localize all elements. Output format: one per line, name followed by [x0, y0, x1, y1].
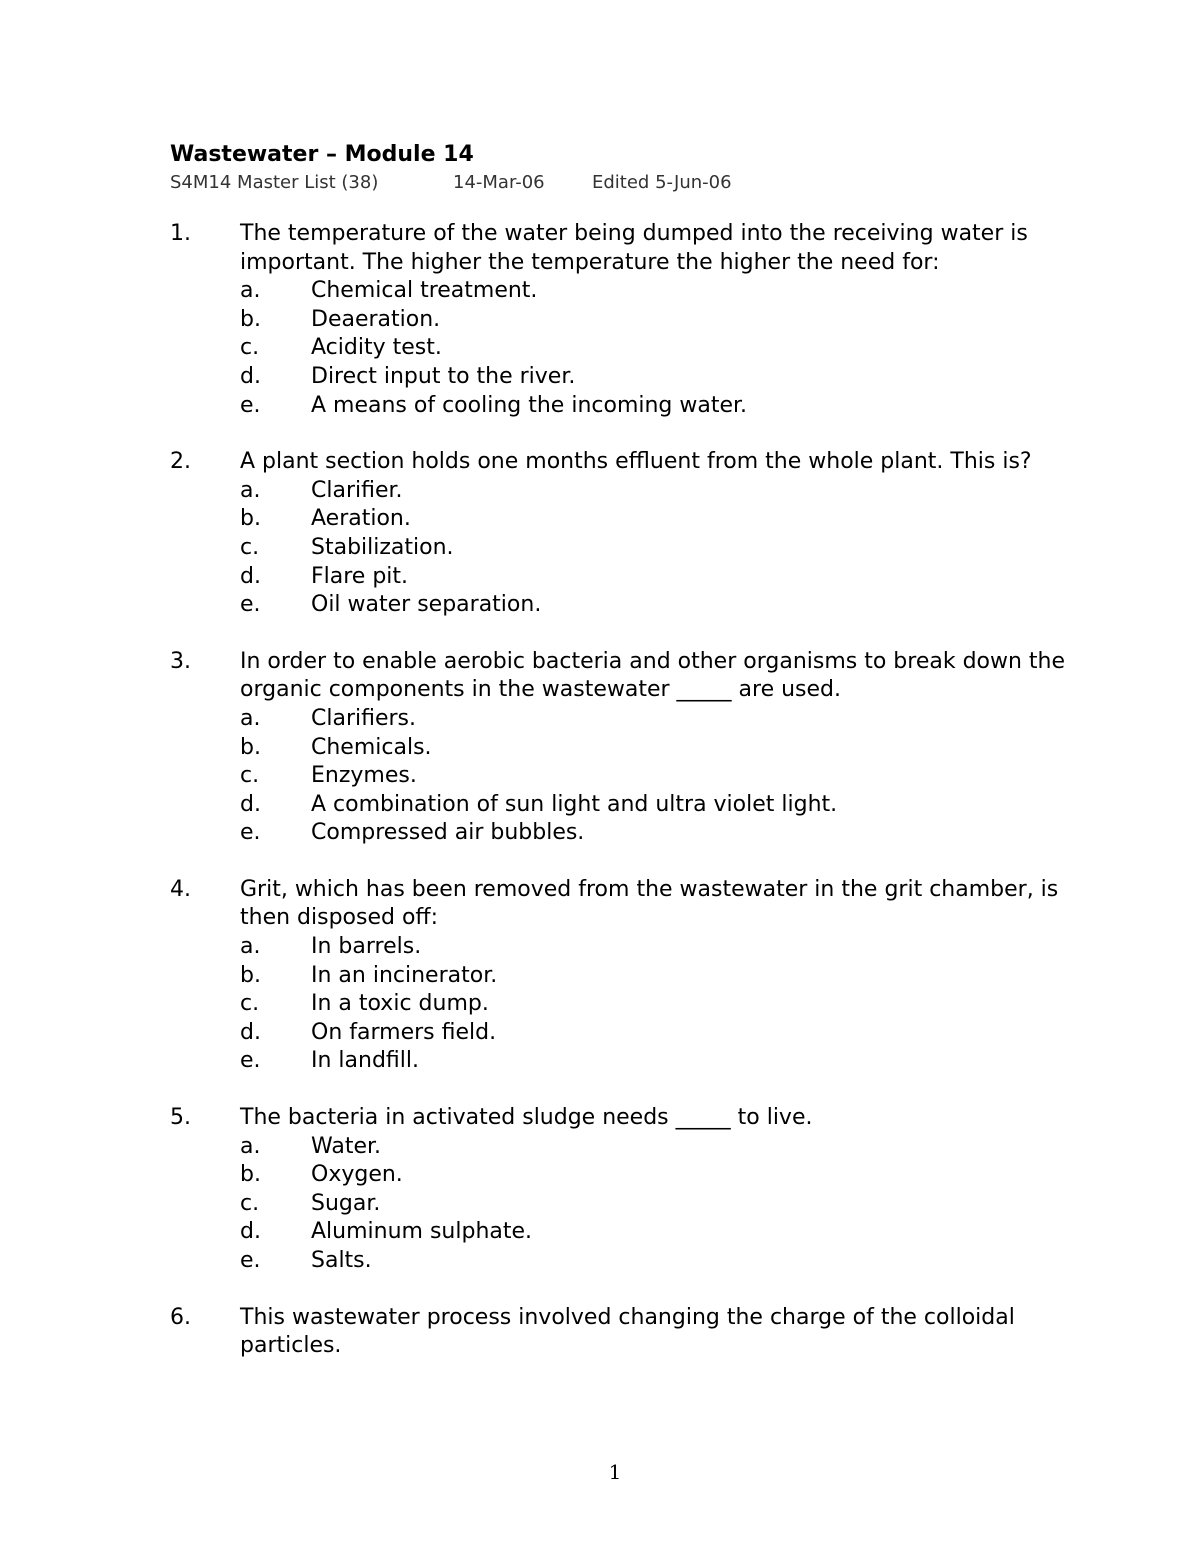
option-text: Oxygen. — [311, 1162, 403, 1188]
answer-option — [240, 1019, 1070, 1048]
option-letter: e. — [240, 592, 261, 618]
option-text: Flare pit. — [311, 563, 409, 589]
option-text: In barrels. — [311, 934, 422, 960]
option-letter: a. — [240, 934, 261, 960]
option-text: Stabilization. — [311, 534, 454, 560]
answer-options — [170, 477, 1070, 620]
answer-option — [240, 1133, 1070, 1162]
question-number: 2. — [170, 449, 191, 475]
answer-option — [240, 334, 1070, 363]
option-text: Enzymes. — [311, 763, 417, 789]
option-letter: a. — [240, 705, 261, 731]
answer-options — [170, 705, 1070, 848]
answer-option — [240, 819, 1070, 848]
creation-date: 14-Mar-06 — [453, 172, 545, 193]
answer-options — [170, 933, 1070, 1076]
answer-option — [240, 962, 1070, 991]
option-letter: e. — [240, 1048, 261, 1074]
question-text: The bacteria in activated sludge needs _____ to live. — [240, 1105, 813, 1131]
question-stem — [170, 1104, 1070, 1133]
answer-option — [240, 762, 1070, 791]
option-letter: b. — [240, 1162, 261, 1188]
question-stem — [170, 876, 1070, 933]
answer-option — [240, 1161, 1070, 1190]
option-text: A means of cooling the incoming water. — [311, 392, 748, 418]
option-text: Chemical treatment. — [311, 278, 538, 304]
question-number: 3. — [170, 648, 191, 674]
option-text: Direct input to the river. — [311, 363, 576, 389]
option-letter: c. — [240, 991, 260, 1017]
option-text: Salts. — [311, 1248, 372, 1273]
question-text: A plant section holds one months effluent from the whole plant. This is? — [240, 449, 1032, 475]
answer-option — [240, 1218, 1070, 1247]
edited-date: Edited 5-Jun-06 — [592, 172, 732, 193]
option-letter: a. — [240, 278, 261, 304]
option-letter: c. — [240, 1190, 260, 1216]
question-stem — [170, 220, 1070, 277]
option-text: Acidity test. — [311, 335, 442, 361]
option-letter: b. — [240, 506, 261, 532]
document-subtitle — [170, 172, 732, 193]
option-text: Oil water separation. — [311, 592, 542, 618]
question-list — [170, 220, 1070, 1389]
question-text: In order to enable aerobic bacteria and other organisms to break down the organic components in the wastewater _____ are used. — [240, 648, 1066, 703]
question-text: The temperature of the water being dumped into the receiving water is important. The higher the temperature the higher the need for: — [240, 221, 1028, 275]
answer-option — [240, 933, 1070, 962]
answer-options — [170, 277, 1070, 420]
question-item — [170, 220, 1070, 420]
answer-option — [240, 705, 1070, 734]
option-text: On farmers field. — [311, 1019, 497, 1045]
answer-option — [240, 505, 1070, 534]
option-letter: b. — [240, 962, 261, 988]
answer-option — [240, 392, 1070, 421]
option-text: Aeration. — [311, 506, 411, 532]
question-item — [170, 1304, 1070, 1361]
option-text: A combination of sun light and ultra violet light. — [311, 791, 838, 817]
option-letter: b. — [240, 306, 261, 332]
question-text: This wastewater process involved changing the charge of the colloidal particles. — [240, 1304, 1015, 1359]
question-item — [170, 876, 1070, 1076]
question-item — [170, 1104, 1070, 1276]
answer-options — [170, 1133, 1070, 1276]
question-text: Grit, which has been removed from the wastewater in the grit chamber, is then disposed off: — [240, 876, 1059, 931]
option-text: Clarifiers. — [311, 705, 417, 731]
option-letter: e. — [240, 392, 261, 418]
option-text: Clarifier. — [311, 477, 403, 503]
answer-option — [240, 791, 1070, 820]
option-letter: d. — [240, 363, 261, 389]
question-number: 6. — [170, 1304, 191, 1330]
question-stem — [170, 648, 1070, 705]
question-stem — [170, 1304, 1070, 1361]
option-letter: e. — [240, 1248, 261, 1273]
option-text: Compressed air bubbles. — [311, 820, 585, 846]
option-letter: b. — [240, 734, 261, 760]
option-letter: c. — [240, 534, 260, 560]
question-stem — [170, 448, 1070, 477]
question-item — [170, 648, 1070, 848]
answer-option — [240, 1047, 1070, 1076]
option-text: Sugar. — [311, 1190, 381, 1216]
page-number: 1 — [608, 1460, 622, 1484]
option-text: Chemicals. — [311, 734, 432, 760]
option-text: In landfill. — [311, 1048, 420, 1074]
master-list-label: S4M14 Master List (38) — [170, 172, 379, 193]
option-letter: d. — [240, 1219, 261, 1245]
answer-option — [240, 734, 1070, 763]
question-number: 1. — [170, 221, 191, 246]
option-text: Aluminum sulphate. — [311, 1219, 533, 1245]
answer-option — [240, 1190, 1070, 1219]
answer-option — [240, 1247, 1070, 1276]
option-letter: c. — [240, 335, 260, 361]
answer-option — [240, 306, 1070, 335]
answer-option — [240, 534, 1070, 563]
option-text: In an incinerator. — [311, 962, 498, 988]
answer-option — [240, 563, 1070, 592]
option-letter: e. — [240, 820, 261, 846]
option-letter: a. — [240, 1133, 261, 1159]
option-letter: d. — [240, 563, 261, 589]
question-item — [170, 448, 1070, 620]
option-text: In a toxic dump. — [311, 991, 489, 1017]
answer-option — [240, 277, 1070, 306]
answer-option — [240, 477, 1070, 506]
option-text: Water. — [311, 1133, 382, 1159]
option-letter: c. — [240, 763, 260, 789]
option-text: Deaeration. — [311, 306, 441, 332]
document-title: Wastewater – Module 14 — [170, 142, 474, 167]
answer-option — [240, 363, 1070, 392]
option-letter: d. — [240, 791, 261, 817]
question-number: 4. — [170, 876, 191, 902]
answer-option — [240, 990, 1070, 1019]
question-number: 5. — [170, 1105, 191, 1131]
option-letter: d. — [240, 1019, 261, 1045]
answer-option — [240, 591, 1070, 620]
option-letter: a. — [240, 477, 261, 503]
